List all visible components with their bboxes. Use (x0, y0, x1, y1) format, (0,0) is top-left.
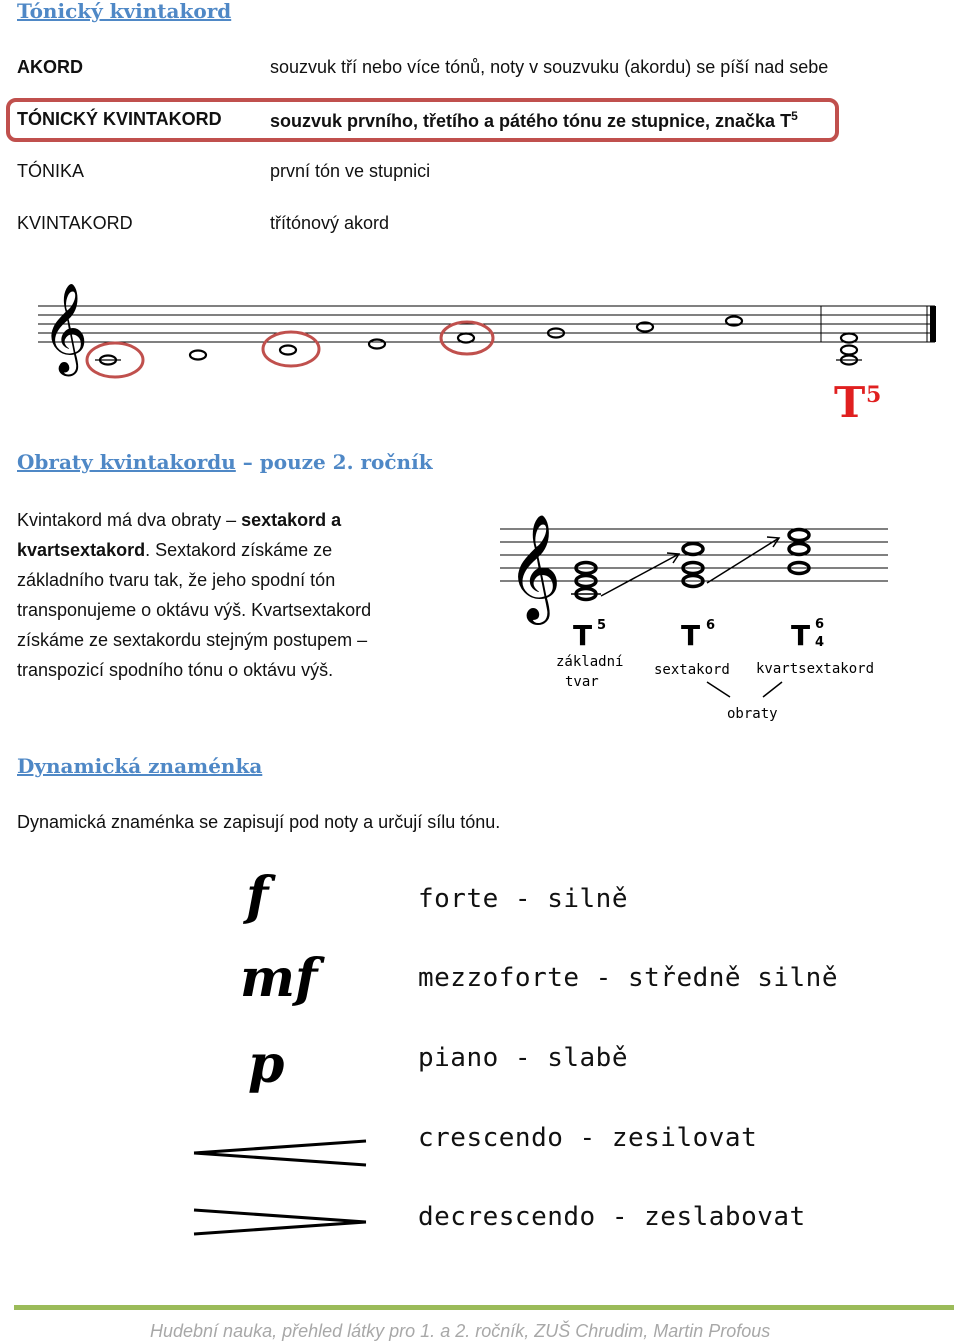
chord-superscript: 5 (597, 618, 607, 633)
pointer-lines (707, 682, 782, 697)
definition-superscript: 5 (791, 109, 798, 123)
dynamic-label: crescendo - zesilovat (418, 1123, 758, 1153)
inversions-diagram (495, 505, 895, 730)
dynamic-symbol-piano: p (248, 1034, 285, 1095)
chord-superscript: 6 (706, 618, 716, 633)
chord-symbol: T (681, 619, 701, 652)
definition-row (17, 105, 857, 135)
dynamic-label: decrescendo - zeslabovat (418, 1202, 806, 1232)
chord-symbol: T (791, 619, 811, 652)
dynamic-label: piano - slabě (418, 1043, 628, 1073)
chord-caption: tvar (565, 674, 599, 690)
paragraph-text: . Sextakord získáme ze základního tvaru tak, že jeho spodní tón transponujeme o oktávu výš. Kvartsextakord získáme ze sextakordu stejným postupem – transpozicí spodního tónu o oktávu výš. (17, 540, 372, 680)
definition-text: třítónový akord (270, 213, 390, 233)
decrescendo-hairpin-icon (190, 1204, 370, 1240)
definition-row (17, 53, 857, 83)
dynamic-symbol-mezzoforte: mf (240, 948, 318, 1009)
chord-symbol: T (573, 619, 593, 652)
dynamic-symbol-forte: f (246, 866, 269, 927)
chord-subscript: 4 (815, 635, 825, 650)
definition-row (17, 157, 857, 187)
dynamic-label: forte - silně (418, 884, 628, 914)
chord-caption: základní (556, 654, 624, 670)
chord-symbol: T (834, 378, 866, 427)
dynamic-label: mezzoforte - středně silně (418, 963, 838, 993)
chord-caption: kvartsextakord (756, 661, 875, 677)
crescendo-hairpin-icon (190, 1135, 370, 1171)
dynamics-intro: Dynamická znaménka se zapisují pod noty a určují sílu tónu. (17, 812, 501, 832)
inversion-notes (576, 530, 809, 600)
inversions-label: obraty (727, 706, 778, 722)
chord-superscript: 6 (815, 617, 825, 632)
definition-term: TÓNICKÝ KVINTAKORD (17, 109, 222, 129)
definition-text (270, 109, 798, 132)
c-major-scale-staff (0, 280, 960, 430)
inversions-paragraph (17, 505, 417, 685)
chord-caption: sextakord (654, 662, 730, 678)
paragraph-text: Kvintakord má dva obraty – (17, 510, 242, 530)
definition-term: TÓNIKA (17, 161, 85, 181)
section-title-link[interactable]: Obraty kvintakordu (17, 450, 236, 474)
footer-text: Hudební nauka, přehled látky pro 1. a 2. ročník, ZUŠ Chrudim, Martin Profous (150, 1321, 771, 1341)
section-title-tonic-triad: Tónický kvintakord (17, 0, 232, 23)
paragraph-bold: sextakord a kvartsextakord (17, 510, 342, 560)
section-title-inversions (17, 450, 433, 474)
definition-row (17, 209, 857, 239)
treble-clef-icon: 𝄞 (507, 513, 562, 620)
definition-text: souzvuk tří nebo více tónů, noty v souzvuku (akordu) se píší nad sebe (270, 57, 829, 77)
definition-text: první tón ve stupnici (270, 161, 431, 181)
definition-term: KVINTAKORD (17, 213, 133, 233)
treble-clef-icon: 𝄞 (42, 283, 89, 373)
section-title-dynamics: Dynamická znaménka (17, 754, 263, 778)
chord-superscript: 5 (866, 382, 882, 408)
section-title-rest: – pouze 2. ročník (242, 450, 433, 474)
definition-term: AKORD (17, 57, 83, 77)
highlight-circles (87, 322, 493, 377)
definition-text-main: souzvuk prvního, třetího a pátého tónu ze stupnice, značka T (270, 111, 792, 131)
footer-divider (14, 1305, 954, 1310)
